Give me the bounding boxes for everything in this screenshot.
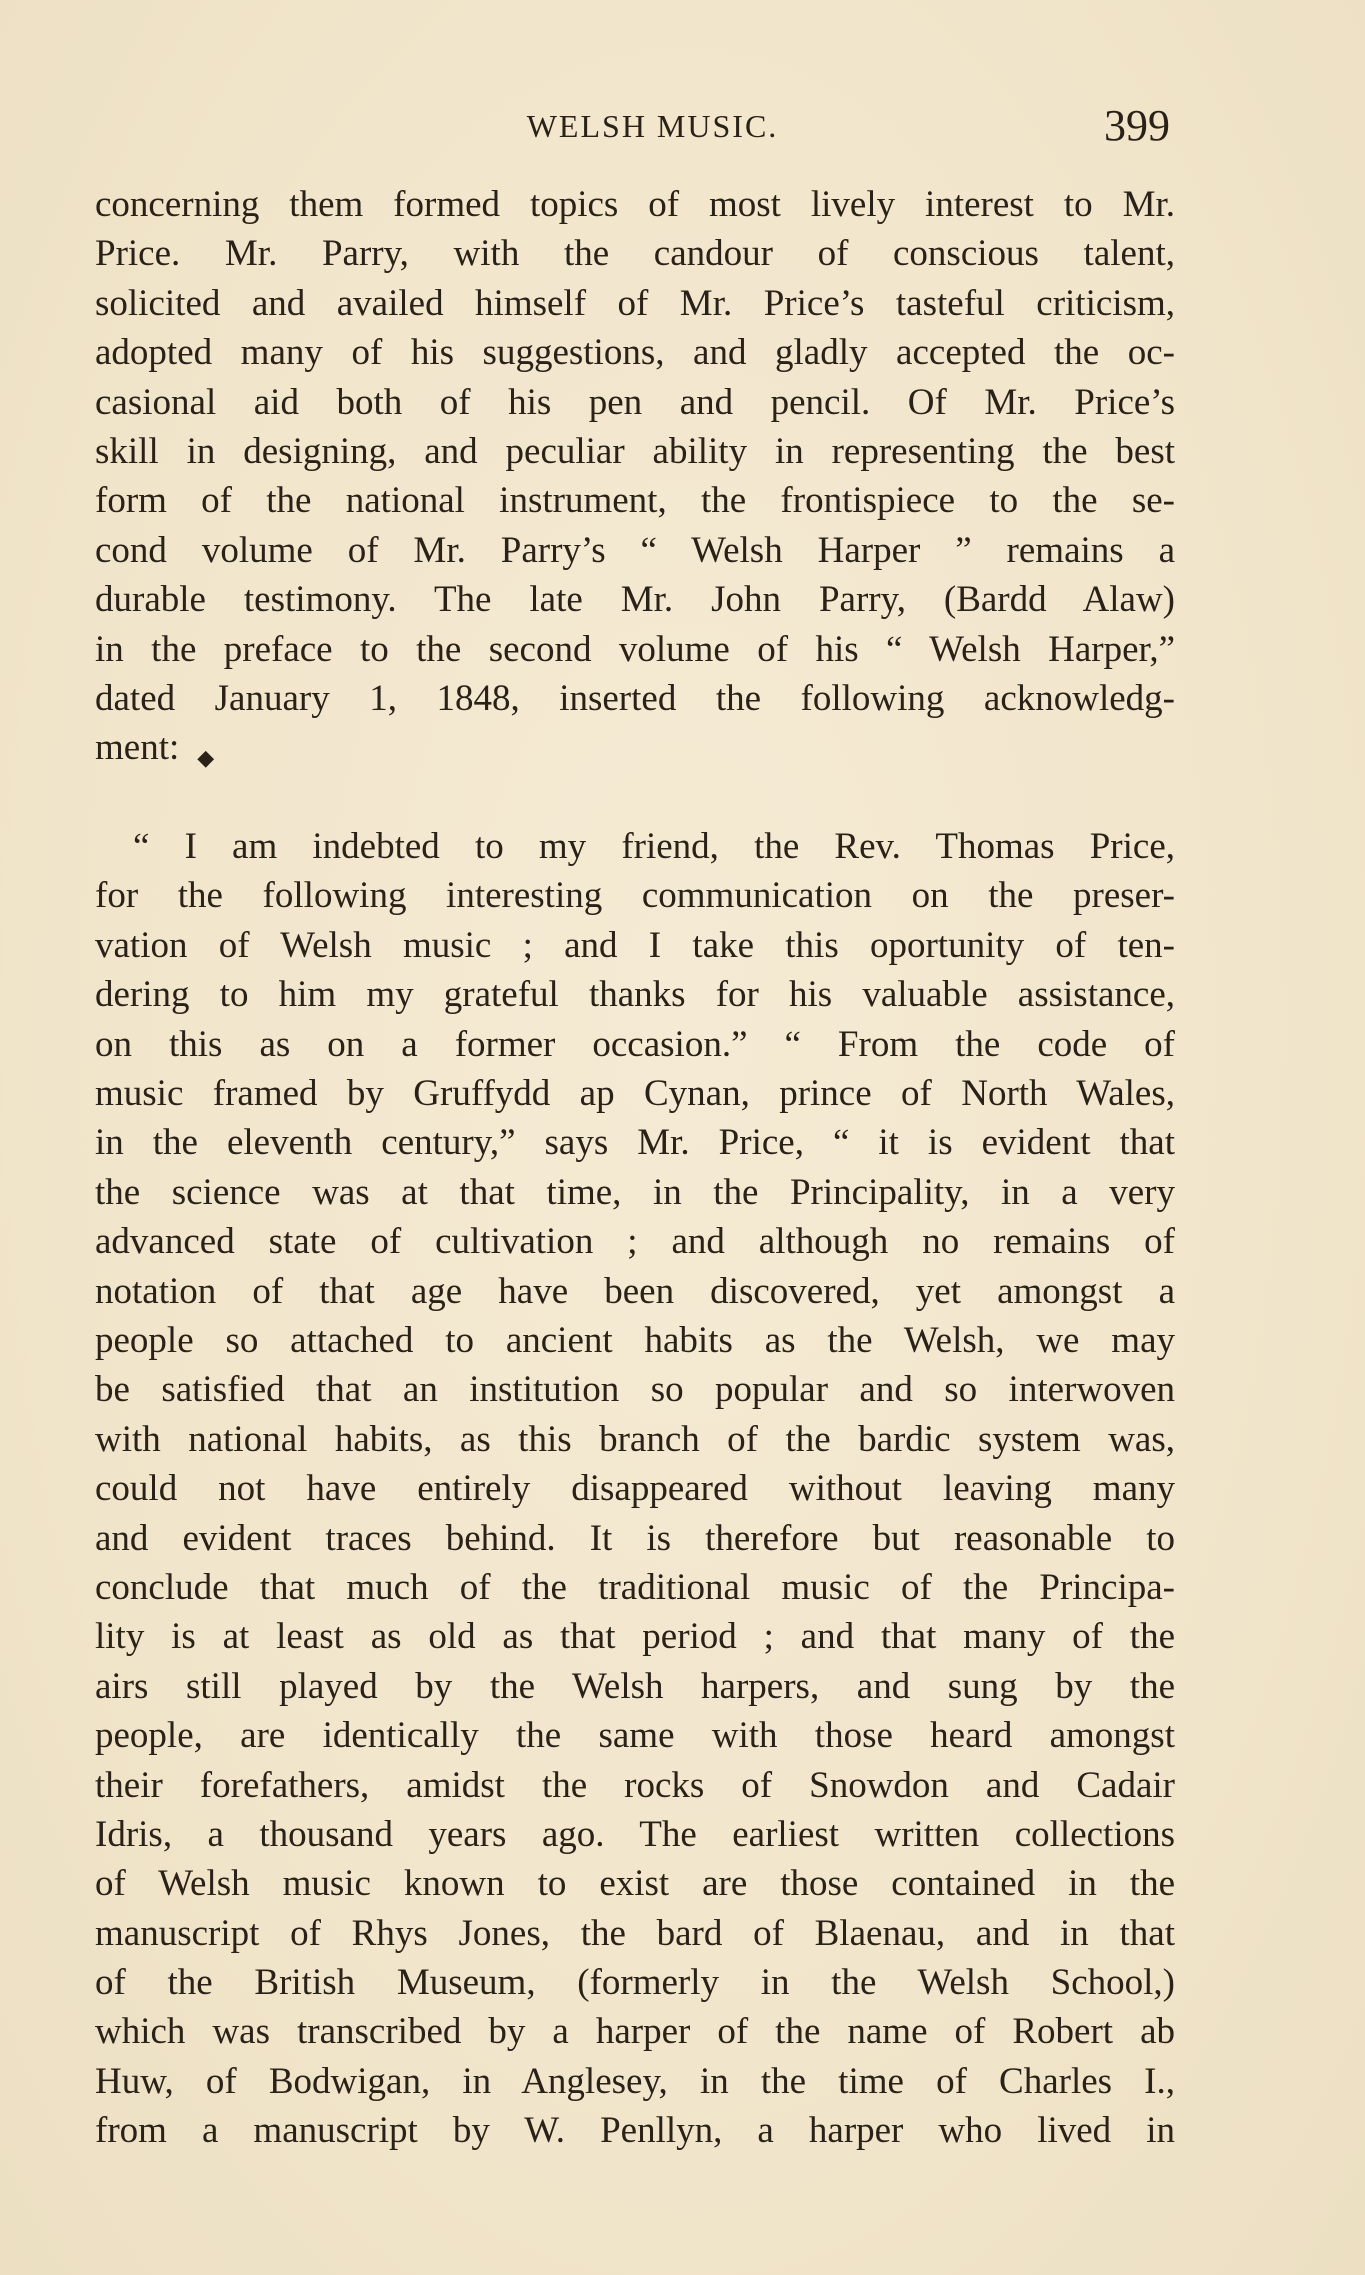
text-line: “ I am indebted to my friend, the Rev. Thomas Price, [133, 826, 1175, 868]
text-line: which was transcribed by a harper of the name of Robert ab [95, 2011, 1175, 2053]
text-line: lity is at least as old as that period ; and that many of the [95, 1616, 1175, 1658]
text-line: of Welsh music known to exist are those contained in the [95, 1863, 1175, 1905]
page-number: 399 [1104, 101, 1170, 150]
text-line: cond volume of Mr. Parry’s “ Welsh Harper ” remains a [95, 529, 1175, 571]
text-line: on this as on a former occasion.” “ From the code of [95, 1023, 1175, 1065]
text-line: conclude that much of the traditional music of the Principa- [95, 1566, 1175, 1608]
text-line: form of the national instrument, the frontispiece to the se- [95, 480, 1175, 522]
text-line: with national habits, as this branch of the bardic system was, [95, 1418, 1175, 1460]
text-line: in the eleventh century,” says Mr. Price, “ it is evident that [95, 1122, 1175, 1164]
text-line: their forefathers, amidst the rocks of Snowdon and Cadair [95, 1764, 1175, 1806]
text-line: casional aid both of his pen and pencil. Of Mr. Price’s [95, 381, 1175, 423]
text-line: be satisfied that an institution so popular and so interwoven [95, 1369, 1175, 1411]
paragraph-gap [95, 773, 1175, 822]
text-line: people so attached to ancient habits as the Welsh, we may [95, 1319, 1175, 1361]
text-line: dering to him my grateful thanks for his valuable assistance, [95, 974, 1175, 1016]
text-line: airs still played by the Welsh harpers, and sung by the [95, 1665, 1175, 1707]
text-line: notation of that age have been discovered, yet amongst a [95, 1270, 1175, 1312]
running-title: WELSH MUSIC. [526, 108, 779, 144]
diamond-ornament-icon: ◆ [197, 745, 215, 771]
text-line [95, 723, 1175, 772]
text-line: from a manuscript by W. Penllyn, a harper who lived in [95, 2110, 1175, 2152]
text-line: dated January 1, 1848, inserted the following acknowledg- [95, 677, 1175, 719]
text-line: solicited and availed himself of Mr. Price’s tasteful criticism, [95, 282, 1175, 324]
text-line: in the preface to the second volume of his “ Welsh Harper,” [95, 628, 1175, 670]
body-text [95, 180, 1175, 2156]
text-line: Huw, of Bodwigan, in Anglesey, in the time of Charles I., [95, 2060, 1175, 2102]
text-line: adopted many of his suggestions, and gladly accepted the oc- [95, 332, 1175, 374]
text-line: of the British Museum, (formerly in the Welsh School,) [95, 1962, 1175, 2004]
text-line: manuscript of Rhys Jones, the bard of Blaenau, and in that [95, 1912, 1175, 1954]
text-line: music framed by Gruffydd ap Cynan, prince of North Wales, [95, 1073, 1175, 1115]
text-line: skill in designing, and peculiar ability in representing the best [95, 430, 1175, 472]
text-line: vation of Welsh music ; and I take this oportunity of ten- [95, 924, 1175, 966]
text-line: durable testimony. The late Mr. John Parry, (Bardd Alaw) [95, 579, 1175, 621]
text-line: people, are identically the same with those heard amongst [95, 1715, 1175, 1757]
text-line: concerning them formed topics of most lively interest to Mr. [95, 184, 1175, 225]
text-line: Idris, a thousand years ago. The earliest written collections [95, 1813, 1175, 1855]
text-line: Price. Mr. Parry, with the candour of conscious talent, [95, 233, 1175, 275]
text-line: could not have entirely disappeared without leaving many [95, 1468, 1175, 1510]
text-line: advanced state of cultivation ; and although no remains of [95, 1221, 1175, 1263]
running-head [95, 100, 1170, 160]
text-line: the science was at that time, in the Principality, in a very [95, 1171, 1175, 1213]
text-line: for the following interesting communication on the preser- [95, 875, 1175, 917]
text-line: and evident traces behind. It is therefore but reasonable to [95, 1517, 1175, 1559]
text-line-content: ment: [95, 727, 180, 769]
